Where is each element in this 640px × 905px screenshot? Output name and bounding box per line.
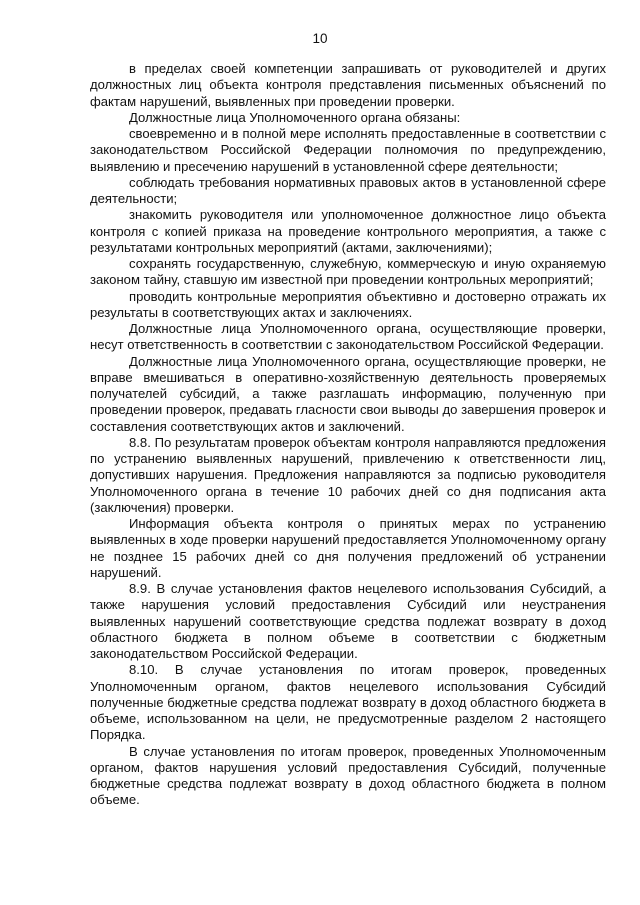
- paragraph-non-interference: Должностные лица Уполномоченного органа, осуществляющие проверки, не вправе вмешиваться в оперативно-хозяйственную деятельность проверяемых получателей субсидий, а также разглашать информацию, полученную при проведении проверок, предавать гласности свои выводы до завершения проверок и составления соответствующих актов и заключений.: [90, 353, 606, 434]
- paragraph-violation-conditions: В случае установления по итогам проверок, проведенных Уполномоченным органом, фактов нарушения условий предоставления Субсидий, полученные бюджетные средства подлежат возврату в доход областного бюджета в полном объеме.: [90, 743, 606, 808]
- page-number: 10: [312, 31, 328, 46]
- paragraph-8-10: 8.10. В случае установления по итогам проверок, проведенных Уполномоченным органом, фактов нецелевого использования Субсидий полученные бюджетные средства подлежат возврату в доход областного бюджета в объеме, использованном на цели, не предусмотренные разделом 2 настоящего Порядка.: [90, 662, 606, 743]
- paragraph-conduct-objectively: проводить контрольные мероприятия объективно и достоверно отражать их результаты в соответствующих актах и заключениях.: [90, 288, 606, 320]
- paragraph-request-explanations: в пределах своей компетенции запрашивать от руководителей и других должностных лиц объекта контроля представления письменных объяснений по фактам нарушений, выявленных при проведении проверки.: [90, 61, 606, 109]
- paragraph-responsibility: Должностные лица Уполномоченного органа, осуществляющие проверки, несут ответственность в соответствии с законодательством Российской Федерации.: [90, 321, 606, 353]
- paragraph-keep-secrets: сохранять государственную, служебную, коммерческую и иную охраняемую законом тайну, ставшую им известной при проведении контрольных мероприятий;: [90, 256, 606, 288]
- paragraph-8-8: 8.8. По результатам проверок объектам контроля направляются предложения по устранению выявленных нарушений, привлечению к ответственности лиц, допустивших нарушения. Предложения направляются за подписью руководителя Уполномоченного органа в течение 10 рабочих дней со дня подписания акта (заключения) проверки.: [90, 434, 606, 515]
- paragraph-familiarize-head: знакомить руководителя или уполномоченное должностное лицо объекта контроля с копией приказа на проведение контрольного мероприятия, а также с результатами контрольных мероприятий (актами, заключениями);: [90, 207, 606, 255]
- paragraph-measures-info: Информация объекта контроля о принятых мерах по устранению выявленных в ходе проверки нарушений предоставляется Уполномоченному органу не позднее 15 рабочих дней со дня получения предложений об устранении нарушений.: [90, 516, 606, 580]
- paragraph-8-9: 8.9. В случае установления фактов нецелевого использования Субсидий, а также нарушения условий предоставления Субсидий или неустранения выявленных нарушений соответствующие средства подлежат возврату в доход областного бюджета в полном объеме в соответствии с бюджетным законодательством Российской Федерации.: [90, 581, 606, 661]
- document-body: [90, 61, 606, 809]
- paragraph-exercise-powers: своевременно и в полной мере исполнять предоставленные в соответствии с законодательством Российской Федерации полномочия по предупреждению, выявлению и пресечению нарушений в установленной сфере деятельности;: [90, 126, 606, 174]
- paragraph-comply-regulations: соблюдать требования нормативных правовых актов в установленной сфере деятельности;: [90, 174, 606, 206]
- paragraph-officials-obliged: Должностные лица Уполномоченного органа обязаны:: [129, 109, 461, 125]
